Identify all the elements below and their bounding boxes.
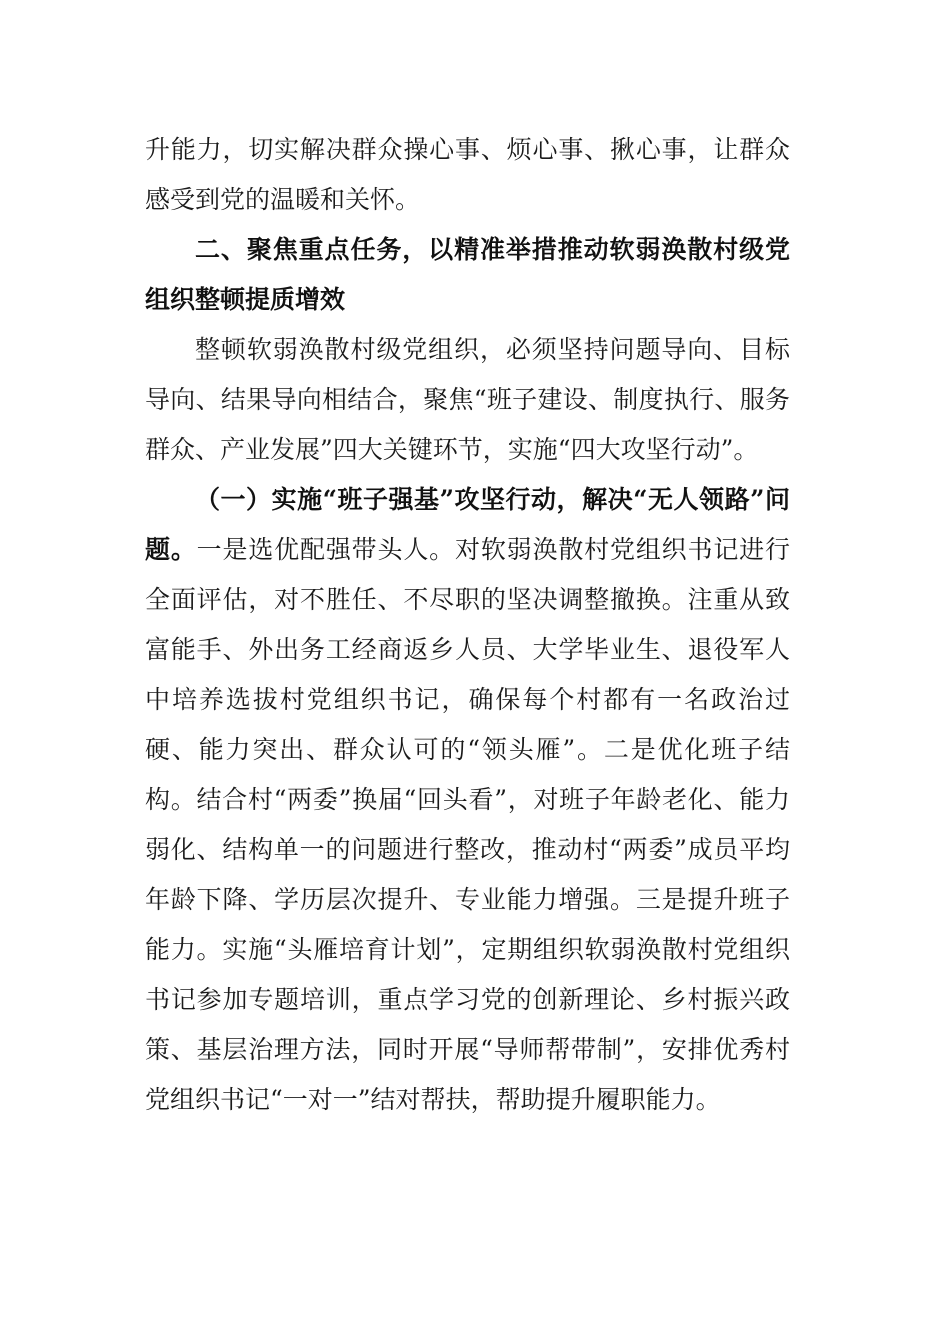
document-body [145, 125, 790, 1125]
subsection-text: 一是选优配强带头人。对软弱涣散村党组织书记进行全面评估，对不胜任、不尽职的坚决调整撤换。注重从致富能手、外出务工经商返乡人员、大学毕业生、退役军人中培养选拔村党组织书记，确保每个村都有一名政治过硬、能力突出、群众认可的“领头雁”。二是优化班子结构。结合村“两委”换届“回头看”，对班子年龄老化、能力弱化、结构单一的问题进行整改，推动村“两委”成员平均年龄下降、学历层次提升、专业能力增强。三是提升班子能力。实施“头雁培育计划”，定期组织软弱涣散村党组织书记参加专题培训，重点学习党的创新理论、乡村振兴政策、基层治理方法，同时开展“导师帮带制”，安排优秀村党组织书记“一对一”结对帮扶，帮助提升履职能力。 [145, 535, 790, 1114]
subsection-paragraph [145, 475, 790, 1125]
subsection-lead: （一）实施“班子强基”攻坚行动，解决“无人领路”问题。 [145, 485, 790, 564]
continuation-paragraph: 升能力，切实解决群众操心事、烦心事、揪心事，让群众感受到党的温暖和关怀。 [145, 135, 790, 214]
section-heading: 二、聚焦重点任务，以精准举措推动软弱涣散村级党组织整顿提质增效 [145, 235, 790, 314]
body-paragraph: 整顿软弱涣散村级党组织，必须坚持问题导向、目标导向、结果导向相结合，聚焦“班子建设、制度执行、服务群众、产业发展”四大关键环节，实施“四大攻坚行动”。 [145, 335, 790, 464]
